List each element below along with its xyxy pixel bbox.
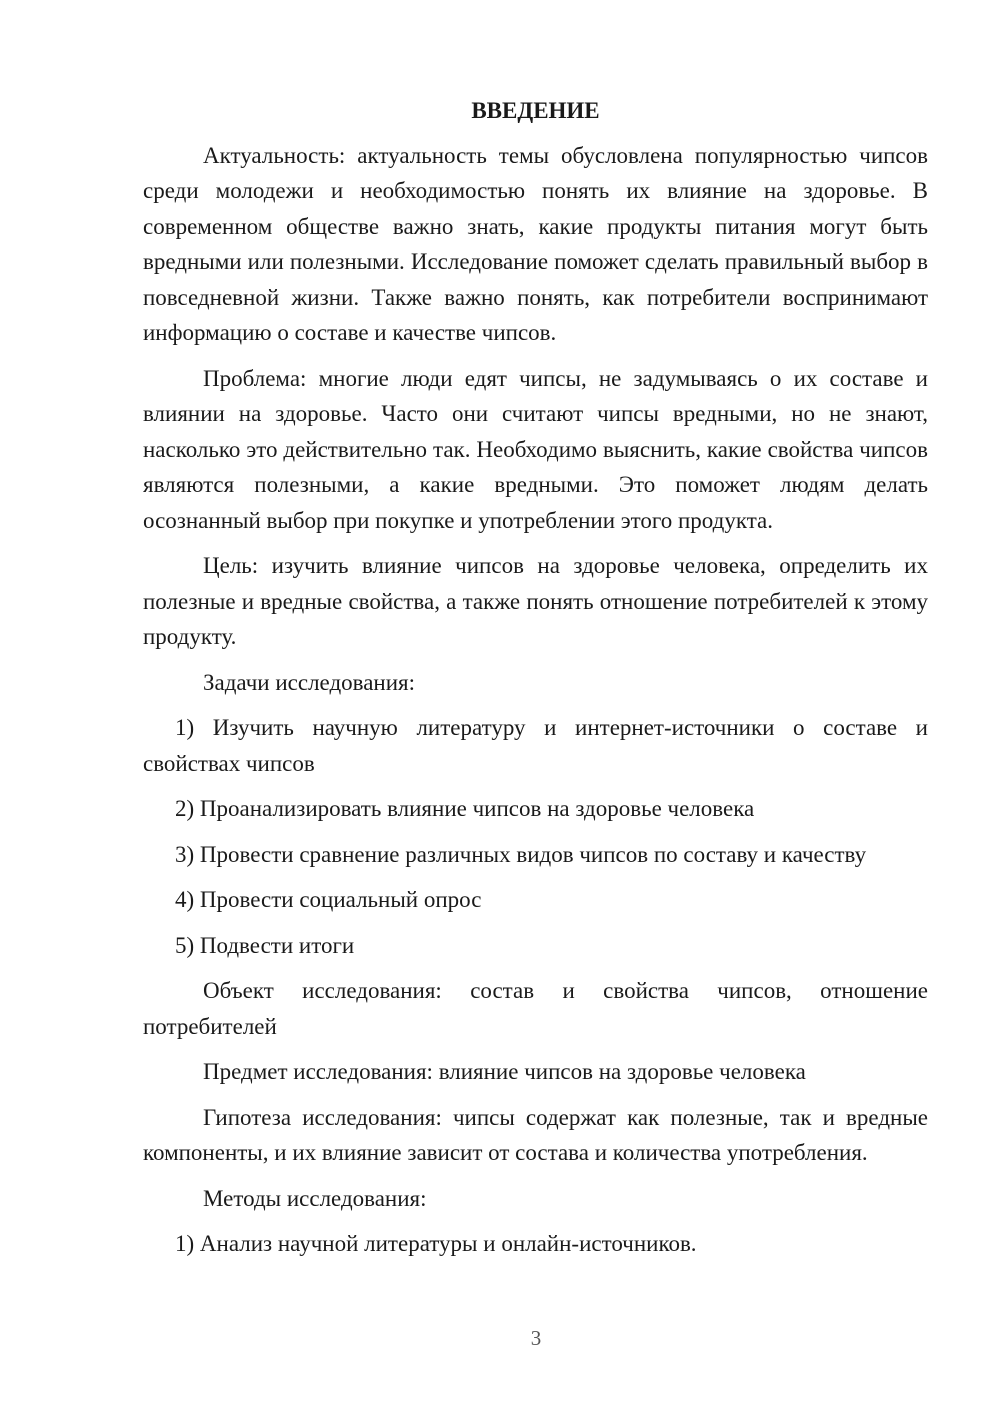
relevance-paragraph: Актуальность: актуальность темы обусловлена популярностью чипсов среди молодежи и необходимостью понять их влияние на здоровье. В современном обществе важно знать, какие продукты питания могут быть вредными или полезными. Исследование поможет сделать правильный выбор в повседневной жизни. Также важно понять, как потребители воспринимают информацию о составе и качестве чипсов. (143, 142, 928, 345)
task-item: 2) Проанализировать влияние чипсов на здоровье человека (175, 796, 755, 821)
problem-paragraph: Проблема: многие люди едят чипсы, не задумываясь о их составе и влиянии на здоровье. Часто они считают чипсы вредными, но не знают, насколько это действительно так. Необходимо выяснить, какие свойства чипсов являются полезными, а какие вредными. Это поможет людям делать осознанный выбор при покупке и употреблении этого продукта. (143, 365, 928, 533)
task-item: 1) Изучить научную литературу и интернет-источники о составе и свойствах чипсов (143, 715, 928, 776)
task-item: 5) Подвести итоги (175, 932, 355, 958)
method-item: 1) Анализ научной литературы и онлайн-источников. (175, 1231, 697, 1256)
page-number: 3 (530, 1326, 542, 1350)
task-item: 4) Провести социальный опрос (175, 887, 482, 912)
tasks-heading: Задачи исследования: (203, 669, 416, 695)
task-item: 3) Провести сравнение различных видов чипсов по составу и качеству (175, 841, 867, 867)
goal-paragraph: Цель: изучить влияние чипсов на здоровье человека, определить их полезные и вредные свойства, а также понять отношение потребителей к этому продукту. (143, 553, 928, 649)
methods-heading: Методы исследования: (203, 1185, 427, 1211)
subject-paragraph: Предмет исследования: влияние чипсов на здоровье человека (203, 1059, 806, 1084)
page-title: ВВЕДЕНИЕ (471, 98, 600, 123)
page-content (143, 93, 928, 1272)
hypothesis-paragraph: Гипотеза исследования: чипсы содержат как полезные, так и вредные компоненты, и их влияние зависит от состава и количества употребления. (143, 1104, 928, 1165)
object-paragraph: Объект исследования: состав и свойства чипсов, отношение потребителей (143, 978, 928, 1039)
